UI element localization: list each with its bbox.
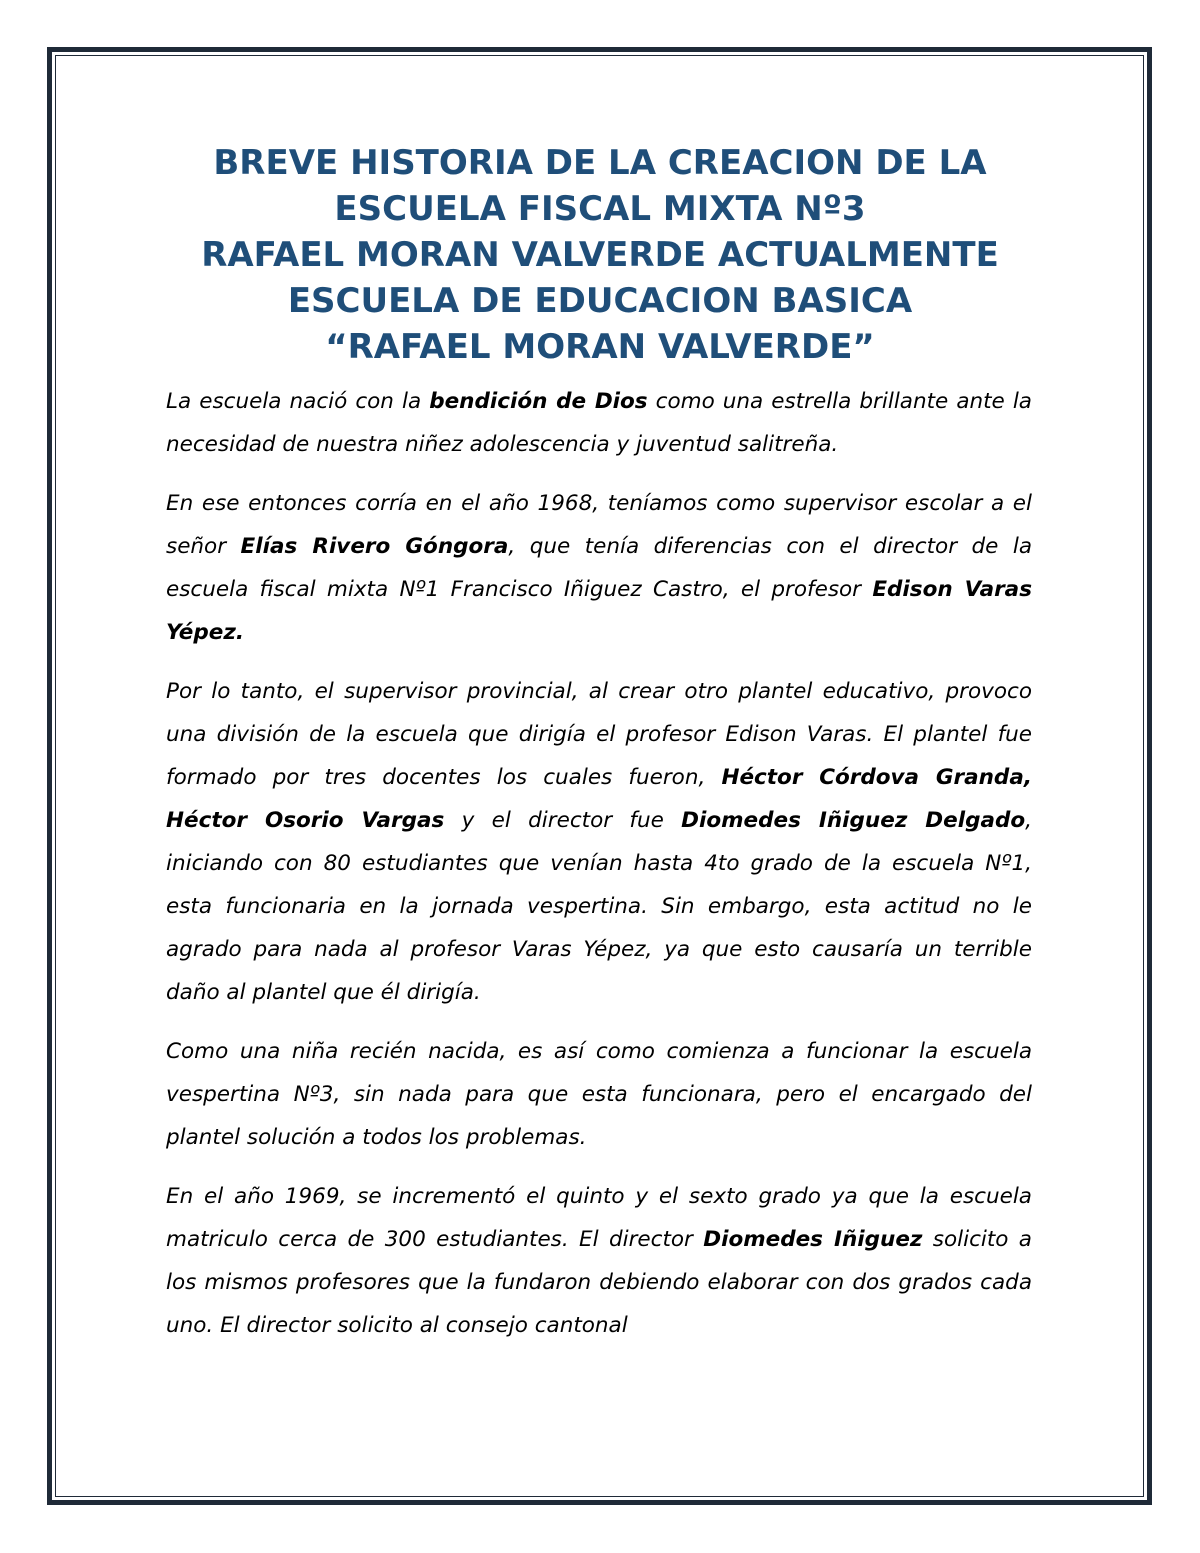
- paragraph-5-bold-1: Diomedes Iñiguez: [703, 1227, 923, 1252]
- document-body: [166, 380, 1032, 1363]
- paragraph-3-bold-2: Diomedes Iñiguez Delgado: [681, 808, 1026, 833]
- paragraph-2-bold-1: Elías Rivero Góngora: [240, 534, 509, 559]
- paragraph-1: [166, 380, 1032, 466]
- paragraph-2: [166, 482, 1032, 654]
- paragraph-5-text-2: solicito a los mismos profesores que la fundaron debiendo elaborar con dos grados cada uno. El director solicito al consejo cantonal: [166, 1227, 1032, 1338]
- paragraph-3-text-1: Por lo tanto, el supervisor provincial, al crear otro plantel educativo, provoco una división de la escuela que dirigía el profesor Edison Varas. El plantel fue formado por tres docentes los cuales fueron,: [166, 679, 1032, 790]
- document-title: [100, 140, 1100, 370]
- paragraph-1-text-1: La escuela nació con la: [166, 389, 430, 414]
- paragraph-4-text-1: Como una niña recién nacida, es así como comienza a funcionar la escuela vespertina Nº3, sin nada para que esta funcionara, pero el encargado del plantel solución a todos los problemas.: [166, 1039, 1032, 1150]
- paragraph-4: [166, 1030, 1032, 1159]
- title-line-5: “RAFAEL MORAN VALVERDE”: [325, 327, 875, 367]
- paragraph-1-bold-1: bendición de Dios: [429, 389, 648, 414]
- title-line-3: RAFAEL MORAN VALVERDE ACTUALMENTE: [201, 235, 999, 275]
- paragraph-2-text-1: En ese entonces corría en el año 1968, teníamos como supervisor escolar a el señor: [166, 491, 1032, 559]
- paragraph-3: [166, 670, 1032, 1014]
- paragraph-5: [166, 1175, 1032, 1347]
- paragraph-5-text-1: En el año 1969, se incrementó el quinto y el sexto grado ya que la escuela matriculo cerca de 300 estudiantes. El director: [166, 1184, 1032, 1252]
- title-line-4: ESCUELA DE EDUCACION BASICA: [287, 281, 913, 321]
- paragraph-2-bold-2: Edison Varas Yépez.: [166, 577, 1032, 645]
- paragraph-3-bold-1: Héctor Córdova Granda, Héctor Osorio Vargas: [166, 765, 1032, 833]
- title-line-2: ESCUELA FISCAL MIXTA Nº3: [334, 189, 866, 229]
- paragraph-3-text-2: y el director fue: [444, 808, 682, 833]
- paragraph-3-text-3: , iniciando con 80 estudiantes que venían hasta 4to grado de la escuela Nº1, esta funcionaria en la jornada vespertina. Sin embargo, esta actitud no le agrado para nada al profesor Varas Yépez, ya que esto causaría un terrible daño al plantel que él dirigía.: [166, 808, 1033, 1005]
- title-line-1: BREVE HISTORIA DE LA CREACION DE LA: [213, 143, 987, 183]
- paragraph-1-text-2: como una estrella brillante ante la necesidad de nuestra niñez adolescencia y juventud salitreña.: [166, 389, 1032, 457]
- paragraph-2-text-2: , que tenía diferencias con el director de la escuela fiscal mixta Nº1 Francisco Iñiguez Castro, el profesor: [166, 534, 1033, 602]
